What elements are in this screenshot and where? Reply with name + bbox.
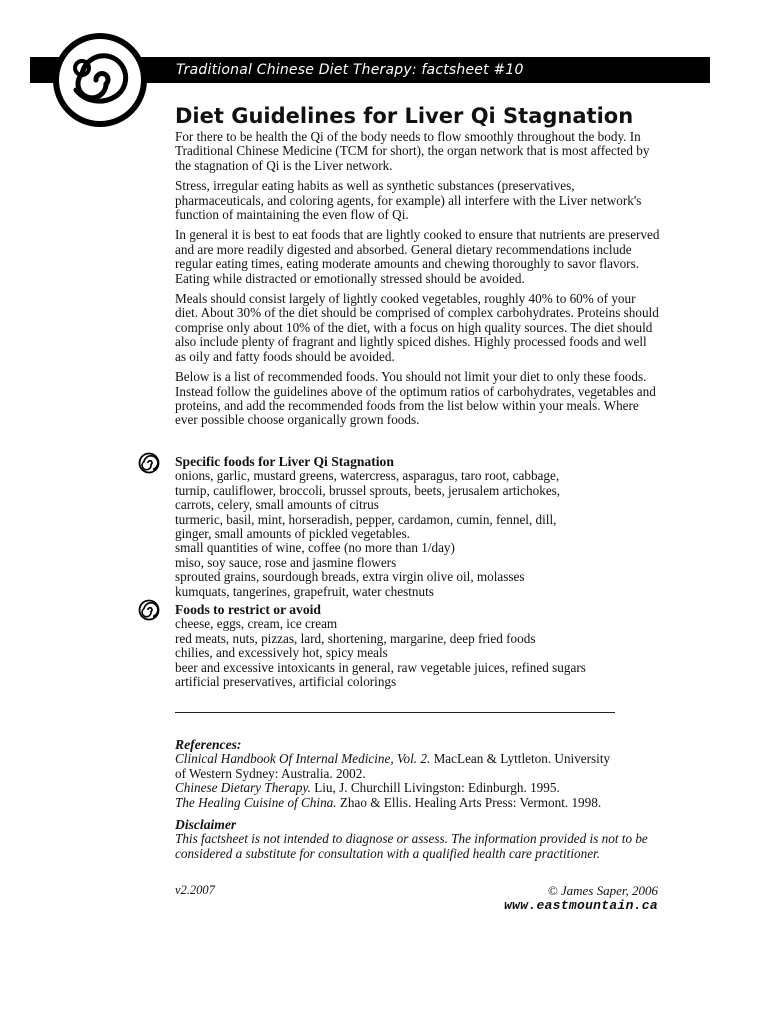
website-link[interactable]: www.eastmountain.ca — [504, 898, 658, 913]
spiral-logo-icon — [52, 32, 148, 128]
list-item: cheese, eggs, cream, ice cream — [175, 616, 338, 632]
spiral-bullet-icon — [138, 599, 160, 621]
list-item: artificial preservatives, artificial colorings — [175, 674, 397, 690]
divider — [175, 712, 615, 713]
reference-item: Clinical Handbook Of Internal Medicine, Vol. 2. MacLean & Lyttleton. University — [175, 751, 611, 767]
section-heading: Foods to restrict or avoid — [175, 602, 321, 617]
list-item: small quantities of wine, coffee (no more than 1/day) — [175, 540, 455, 556]
list-item: turnip, cauliflower, broccoli, brussel sprouts, beets, jerusalem artichokes, — [175, 482, 561, 498]
paragraph: In general it is best to eat foods that are lightly cooked to ensure that nutrients are preserved and are more readily digested and absorbed. General dietary recommendations include regular eating times, eating moderate amounts and chewing thoroughly to savor flavors. Eating while distracted or emotionally stressed should be avoided. — [175, 227, 660, 286]
references-section — [175, 738, 660, 810]
references-heading: References: — [175, 737, 242, 752]
intro-text — [175, 130, 660, 434]
specific-foods-section — [175, 455, 665, 599]
section-heading: Specific foods for Liver Qi Stagnation — [175, 454, 394, 469]
list-item: sprouted grains, sourdough breads, extra virgin olive oil, molasses — [175, 569, 525, 585]
reference-item: Chinese Dietary Therapy. Liu, J. Churchill Livingston: Edinburgh. 1995. — [175, 780, 560, 796]
list-item: ginger, small amounts of pickled vegetables. — [175, 526, 410, 542]
list-item: carrots, celery, small amounts of citrus — [175, 497, 379, 513]
version-label: v2.2007 — [175, 883, 215, 897]
list-item: red meats, nuts, pizzas, lard, shortening, margarine, deep fried foods — [175, 630, 536, 646]
paragraph: For there to be health the Qi of the body needs to flow smoothly throughout the body. In Traditional Chinese Medicine (TCM for short), the organ network that is most affected by the stagnation of Qi is the Liver network. — [175, 129, 650, 173]
list-item: chilies, and excessively hot, spicy meals — [175, 645, 388, 661]
copyright-text: © James Saper, 2006 — [547, 883, 658, 898]
paragraph: Below is a list of recommended foods. You should not limit your diet to only these foods. Instead follow the guidelines above of the optimum ratios of carbohydrates, vegetables and proteins, and add the recommended foods from the list below within your meals. Where ever possible choose organically grown foods. — [175, 369, 656, 428]
list-item: beer and excessive intoxicants in general, raw vegetable juices, refined sugars — [175, 659, 586, 675]
list-item: onions, garlic, mustard greens, watercress, asparagus, taro root, cabbage, — [175, 468, 560, 484]
list-item: turmeric, basil, mint, horseradish, pepper, cardamon, cumin, fennel, dill, — [175, 511, 557, 527]
paragraph: Meals should consist largely of lightly cooked vegetables, roughly 40% to 60% of your diet. About 30% of the diet should be comprised of complex carbohydrates. Proteins should comprise only about 10% of the diet, with a focus on high quality sources. The diet should also include plenty of fragrant and lightly spiced dishes. Highly processed foods and well as oily and fatty foods should be avoided. — [175, 291, 659, 364]
disclaimer-heading: Disclaimer — [175, 817, 237, 832]
disclaimer-section — [175, 818, 660, 861]
page-title: Diet Guidelines for Liver Qi Stagnation — [175, 104, 634, 128]
restrict-foods-section — [175, 603, 665, 689]
reference-item: The Healing Cuisine of China. Zhao & Ellis. Healing Arts Press: Vermont. 1998. — [175, 794, 602, 810]
spiral-bullet-icon — [138, 452, 160, 474]
disclaimer-text: This factsheet is not intended to diagnose or assess. The information provided is not to be considered a substitute for consultation with a qualified health care practitioner. — [175, 831, 648, 861]
paragraph: Stress, irregular eating habits as well as synthetic substances (preservatives, pharmaceuticals, and coloring agents, for example) all interfere with the Liver network's function of maintaining the even flow of Qi. — [175, 178, 642, 223]
reference-item: of Western Sydney: Australia. 2002. — [175, 765, 366, 781]
list-item: kumquats, tangerines, grapefruit, water chestnuts — [175, 583, 434, 599]
banner-title: Traditional Chinese Diet Therapy: factsheet #10 — [176, 62, 524, 78]
list-item: miso, soy sauce, rose and jasmine flowers — [175, 554, 397, 570]
